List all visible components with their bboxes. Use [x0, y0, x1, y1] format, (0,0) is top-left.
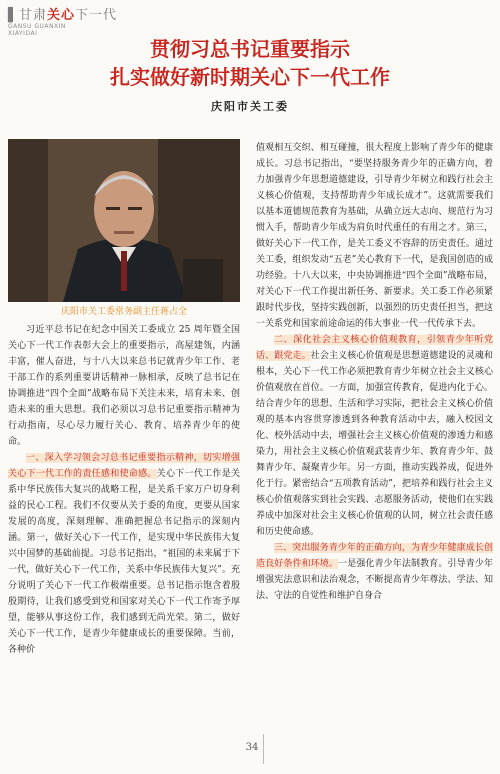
left-column: [8, 322, 240, 658]
right-column: [256, 140, 493, 604]
portrait-photo: [8, 139, 240, 302]
section-1-body: 关心下一代工作是关系中华民族伟大复兴的战略工程，是关系千家万户切身利益的民心工程。我们不仅要从关于委的角度，更要从国家发展的高度，深刻理解、准确把握总书记指示的深刻内涵。第一，做好关心下一代工作，是实现中华民族伟大复兴中国梦的基础前提。习总书记指出，“祖国的未来属于下一代，做好关心下一代工作，关系中华民族伟大复兴”。充分说明了关心下一代工作极端重要。总书记指示饱含着殷殷期待，让我们感受到党和国家对关心下一代工作寄予厚望，能够从事这份工作，我们感到无尚光荣。第二，做好关心下一代工作，是青少年健康成长的重要保障。当前，各种价: [8, 469, 240, 655]
page-number: 34: [245, 742, 259, 753]
article-title-line2: 扎实做好新时期关心下一代工作: [110, 65, 390, 89]
portrait-illustration: [8, 139, 240, 302]
magazine-logo: [8, 4, 128, 37]
article-byline: 庆阳市关工委: [211, 100, 289, 113]
paragraph-intro: 习近平总书记在纪念中国关工委成立 25 周年暨全国关心下一代工作表彰大会上的重要指示，高屋建瓴，内涵丰富，催人奋进，与十八大以来总书记就青少年工作、老干部工作的系列重要讲话精神一脉相承，反映了总书记在协调推进“四个全面”战略布局下关注未来，培育未来、创造未来的重大思想。我们必须以习总书记重要指示精神为行动指南，尽心尽力履行关心、教育、培养青少年的使命。: [8, 325, 240, 447]
logo-pinyin-1: GANSU GUANXIN: [8, 23, 66, 30]
section-3-body: 一是强化青少年法制教育。引导青少年增强宪法意识和法治观念，不断提高青少年尊法、学法、知法、守法的自觉性和维护自身合: [256, 559, 493, 601]
photo-caption: 庆阳市关工委常务副主任蒋占全: [60, 307, 187, 317]
paragraph-section-3: [256, 540, 493, 604]
logo-wordmark: ▌甘肃关心下一代: [8, 8, 118, 23]
logo-pinyin-2: XIAYIDAI: [8, 30, 38, 37]
article-title-line1: 贯彻习总书记重要指示: [150, 37, 350, 61]
paragraph-section-2: [256, 332, 493, 540]
section-2-body: 社会主义核心价值观是思想道德建设的灵魂和根本，关心下一代工作必须把教育青少年树立社会主义核心价值观放在首位。一方面，加强宣传教育，促进内化于心。结合青少年的思想、生活和学习实际，把社会主义核心价值观的基本内容贯穿渗透到各种教育活动中去，融入校园文化、校外活动中去，增强社会主义核心价值观的渗透力和感染力，用社会主义核心价值观武装青少年、教育青少年、鼓舞青少年、凝聚青少年。另一方面，推动实践养成，促进外化于行。紧密结合“五项教育活动”，把培养和践行社会主义核心价值观落实到社会实践、志愿服务活动，使他们在实践养成中加深对社会主义核心价值观的认同，树立社会责任感和历史使命感。: [256, 351, 493, 537]
paragraph-section-1: [8, 450, 240, 658]
section-3-heading: 三、突出服务青少年的正确方向，为青少年健康成长创造良好条件和环境。: [256, 543, 493, 569]
section-1-heading: 一、深入学习领会习总书记重要指示精神，切实增强关心下一代工作的责任感和使命感。: [8, 453, 240, 479]
section-2-heading: 二、深化社会主义核心价值观教育，引领青少年听党话、跟党走。: [256, 335, 493, 361]
paragraph-continued: 值观相互交织、相互碰撞，很大程度上影响了青少年的健康成长。习总书记指出，“要坚持服务青少年的正确方向，着力加强青少年思想道德建设，引导青少年树立和践行社会主义核心价值观，支持帮助青少年成长成才”。这就需要我们以基本道德规范教育为基础，从确立远大志向、规范行为习惯入手，帮助青少年成为肩负时代重任的有用之才。第三，做好关心下一代工作，是关工委义不容辞的历史责任。通过关工委，组织发动“五老”关心教育下一代，是我国创造的成功经验。十八大以来，中央协调推进“四个全面”战略布局，对关心下一代工作提出新任务、新要求。关工委工作必须紧跟时代步伐，坚持实践创新，以强烈的历史责任担当，把这一关系党和国家前途命运的伟大事业一代一代传承下去。: [256, 143, 493, 329]
